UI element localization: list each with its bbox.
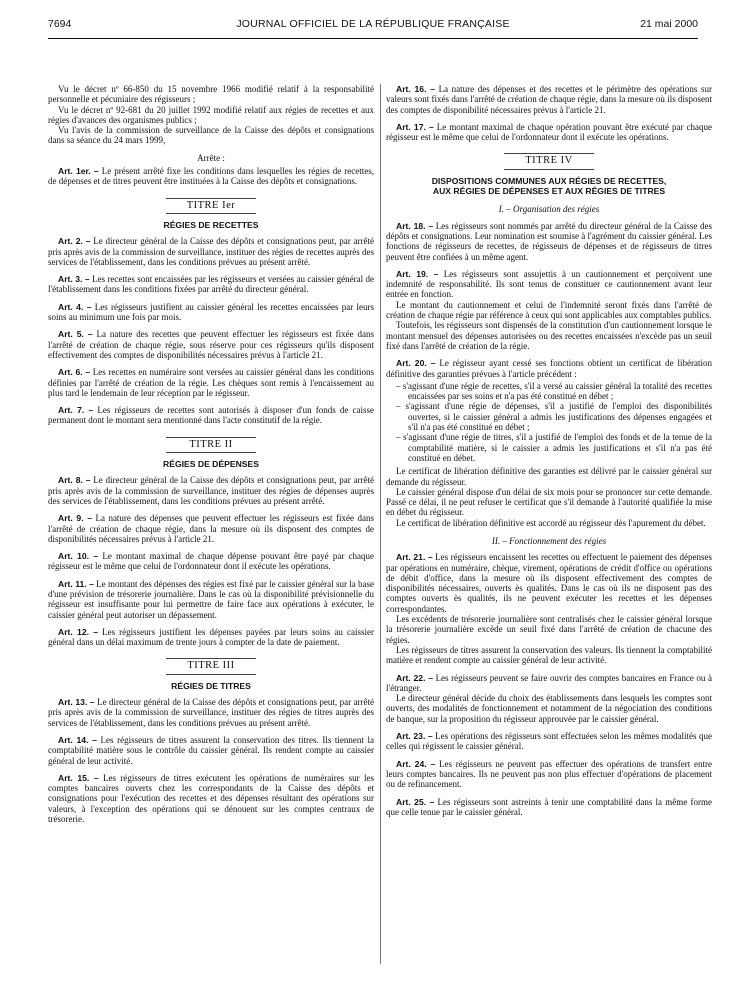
subsection-heading: I. – Organisation des régies (498, 204, 600, 215)
list-item: – s'agissant d'une régie de recettes, s'il a versé au caissier général la totalité des recettes encaissées par ses soins et n'a pas été constitué en débet ; (396, 381, 712, 402)
article-25: Art. 25. – Les régisseurs sont astreints à tenir une comptabilité dans la même forme que celle tenue par le caissier général. (386, 796, 713, 817)
column-divider (380, 84, 381, 964)
article-20: Art. 20. – Le régisseur ayant cessé ses fonctions obtient un certificat de libération définitive des garanties prévues à l'article précédent : (386, 358, 712, 379)
visa-paragraph: Vu le décret nº 92-681 du 20 juillet 1992 modifié relatif aux régies de recettes et aux régies d'avances des organismes publics ; (48, 104, 374, 125)
article-label: Art. 16. – (396, 84, 435, 94)
visa-paragraph: Vu l'avis de la commission de surveillance de la Caisse des dépôts et consignations dans sa séance du 24 mars 1999, (48, 125, 374, 146)
article-15: Art. 15. – Les régisseurs de titres exécutent les opérations de numéraires sur les comptes bancaires ouverts chez les correspondants de la Caisse des dépôts et consignations pour l'exécution des recettes et des dépenses résultant des opérations sur valeurs, à l'exception des opérations qui se dénouent sur les comptes centraux de trésorerie. (48, 772, 374, 825)
journal-title: JOURNAL OFFICIEL DE LA RÉPUBLIQUE FRANÇAISE (236, 18, 510, 30)
paragraph: Le certificat de libération définitive est accordé au régisseur dès l'apurement du débet. (396, 517, 706, 528)
page-header (48, 14, 698, 38)
paragraph: Le caissier général dispose d'un délai de six mois pour se prononcer sur cette demande. Passé ce délai, il ne peut refuser le certificat que s'il demande à l'autorité qualifiée la mise en débet du régisseur. (386, 486, 712, 518)
arrete-line: Arrête : (197, 152, 225, 163)
article-label: Art. 21. – (396, 552, 433, 563)
article-22: Art. 22. – Les régisseurs peuvent se faire ouvrir des comptes bancaires en France ou à l'étranger. (386, 672, 712, 693)
article-label: Art. 22. – (396, 672, 433, 683)
left-column (48, 84, 374, 824)
article-16: Art. 16. – La nature des dépenses et des recettes et le périmètre des opérations sur valeurs sont fixés dans l'arrêté de création de chaque régie, dans la mesure où ils disposent des comptes de disponibilité nécessaires prévus à l'article 21. (386, 84, 712, 115)
article-label: Art. 10. – (58, 551, 99, 562)
titre-2: TITRE II (166, 437, 256, 453)
article-18: Art. 18. – Les régisseurs sont nommés par arrêté du directeur général de la Caisse des dépôts et consignations. Leur nomination est soumise à l'agrément du caissier général. Les fonctions de régisseurs de recettes, de régisseurs de dépenses et de régisseurs de titres peuvent être confiées à un même agent. (386, 220, 712, 262)
article-label: Art. 14. – (58, 734, 97, 745)
visa-paragraph: Vu le décret nº 66-850 du 15 novembre 1966 modifié relatif à la responsabilité personnelle et pécuniaire des régisseurs ; (48, 84, 374, 105)
titre-4: TITRE IV (504, 153, 594, 169)
article-2: Art. 2. – Le directeur général de la Caisse des dépôts et consignations peut, par arrêté pris après avis de la commission de surveillance, instituer des régies de recettes auprès des services de l'établissement, dans les conditions prévues au présent arrêté. (48, 236, 375, 267)
page-number: 7694 (48, 18, 72, 30)
subsection-heading: II. – Fonctionnement des régies (491, 535, 607, 546)
article-label: Art. 23. – (396, 731, 433, 742)
article-12: Art. 12. – Les régisseurs justifient les dépenses payées par leurs soins au caissier général dans un délai maximum de trente jours à compter de la date de paiement. (48, 626, 374, 648)
section-heading: RÉGIES DE TITRES (171, 680, 251, 691)
titre-1: TITRE Ier (166, 198, 256, 214)
article-label: Art. 24. – (396, 758, 436, 769)
header-rule (48, 38, 698, 39)
article-label: Art. 6. – (58, 367, 91, 378)
article-label: Art. 4. – (58, 301, 92, 312)
article-6: Art. 6. – Les recettes en numéraire sont versées au caissier général dans les conditions définies par l'arrêté de création de la régie. Les chèques sont remis à l'encaissement au plus tard le lendemain de leur réception par le régisseur. (48, 367, 374, 398)
article-label: Art. 8. – (58, 475, 91, 486)
article-11: Art. 11. – Le montant des dépenses des régies est fixé par le caissier général sur la base d'une prévision de trésorerie journalière. Dans le cas où la disponibilité prévisionnelle du régisseur est insuffisante pour lui permettre de faire face aux opérations à exécuter, le caissier général peut autoriser un dépassement. (48, 578, 374, 620)
article-label: Art. 11. – (58, 578, 94, 589)
article-label: Art. 3. – (58, 274, 90, 285)
article-3: Art. 3. – Les recettes sont encaissées par les régisseurs et versées au caissier général de l'établissement dans les conditions fixées par arrêté du directeur général. (48, 274, 374, 295)
article-21: Art. 21. – Les régisseurs encaissent les recettes ou effectuent le paiement des dépenses par opérations en numéraire, chèque, virement, opérations de crédit d'office ou opérations de débit d'office, dans la mesure où ils disposent effectivement des comptes de disponibilités nécessaires, ouverts ès qualités. Dans le cas où ils ne disposent pas des comptes ouverts ès qualités, ils ne peuvent exécuter les recettes et les dépenses correspondantes. (386, 552, 712, 614)
article-1: Art. 1er. – Le présent arrêté fixe les conditions dans lesquelles les régies de recettes, de dépenses et de titres peuvent être instituées à la Caisse des dépôts et consignations. (48, 166, 374, 187)
paragraph: Toutefois, les régisseurs sont dispensés de la constitution d'un cautionnement lorsque le montant mensuel des dépenses autorisées ou des recettes encaissées n'excède pas un seuil fixé dans l'arrêté de création de la régie. (386, 320, 712, 351)
issue-date: 21 mai 2000 (640, 18, 698, 30)
article-label: Art. 25. – (396, 796, 435, 807)
article-label: Art. 1er. – (58, 166, 99, 177)
article-8: Art. 8. – Le directeur général de la Caisse des dépôts et consignations peut, par arrêté pris après avis de la commission de surveillance, instituer des régies de dépenses auprès des services de l'établissement, dans les conditions prévues au présent arrêté. (48, 475, 375, 506)
article-label: Art. 13. – (58, 697, 95, 708)
article-10: Art. 10. – Le montant maximal de chaque dépense pouvant être payé par chaque régisseur est le même que celui de l'ordonnateur dont il exécute les opérations. (48, 551, 374, 572)
article-label: Art. 7. – (58, 405, 94, 416)
section-heading: RÉGIES DE RECETTES (163, 219, 259, 230)
article-label: Art. 12. – (58, 626, 98, 637)
article-13: Art. 13. – Le directeur général de la Caisse des dépôts et consignations peut, par arrêté pris après avis de la commission de surveillance, instituer des régies de titres auprès des services de l'établissement, dans les conditions prévues au présent arrêté. (48, 697, 375, 728)
article-label: Art. 2. – (58, 236, 91, 247)
section-heading: DISPOSITIONS COMMUNES AUX RÉGIES DE RECETTES, (431, 175, 667, 186)
article-label: Art. 19. – (396, 268, 439, 279)
article-4: Art. 4. – Les régisseurs justifient au caissier général les recettes encaissées par leurs soins au minimum une fois par mois. (48, 301, 374, 323)
article-7: Art. 7. – Les régisseurs de recettes sont autorisés à disposer d'un fonds de caisse permanent dont le montant sera mentionné dans l'acte constitutif de la régie. (48, 405, 374, 426)
titre-3: TITRE III (166, 658, 256, 674)
list-item: – s'agissant d'une régie de dépenses, s'il a justifié de l'emploi des disponibilités ouvertes, si le caissier général a admis les justifications des dépenses engagées et s'il n'a pas été constitué en débet ; (396, 401, 712, 432)
article-14: Art. 14. – Les régisseurs de titres assurent la conservation des titres. Ils tiennent la comptabilité matière sous le contrôle du caissier général. Ils rendent compte au caissier général de leur activité. (48, 734, 374, 766)
paragraph: Le montant du cautionnement et celui de l'indemnité seront fixés dans l'arrêté de création de chaque régie par référence à ceux qui sont applicables aux comptables publics. (386, 299, 712, 321)
article-17: Art. 17. – Le montant maximal de chaque opération pouvant être exécuté par chaque régisseur est le même que celui de l'ordonnateur dont il exécute les opérations. (386, 121, 712, 143)
paragraph: Le directeur général décide du choix des établissements dans lesquels les comptes sont ouverts, des modalités de fonctionnement et notamment de la négociation des conditions de banque, sur la proposition du régisseur approuvée par le caissier général. (386, 693, 712, 724)
paragraph: Les régisseurs de titres assurent la conservation des valeurs. Ils tiennent la comptabilité matière et rendent compte au caissier général de leur activité. (386, 644, 712, 666)
section-heading: RÉGIES DE DÉPENSES (163, 459, 259, 470)
article-label: Art. 9. – (58, 513, 92, 524)
article-label: Art. 20. – (396, 358, 436, 369)
list-item: – s'agissant d'une régie de titres, s'il a justifié de l'emploi des fonds et de la tenue de la comptabilité matière, si le caissier a admis les justifications et s'il n'a pas été constitué en débet. (396, 432, 712, 463)
article-19: Art. 19. – Les régisseurs sont assujettis à un cautionnement et perçoivent une indemnité de responsabilité. Ils sont tenus de constituer ce cautionnement avant leur entrée en fonction. (386, 268, 712, 300)
right-column (386, 84, 712, 817)
article-24: Art. 24. – Les régisseurs ne peuvent pas effectuer des opérations de transfert entre leurs comptes bancaires. Ils ne peuvent pas non plus effectuer d'opérations de placement ou de refinancement. (386, 758, 712, 790)
article-label: Art. 5. – (58, 329, 93, 340)
article-23: Art. 23. – Les opérations des régisseurs sont effectuées selon les mêmes modalités que celles qui régissent le caissier général. (386, 731, 712, 752)
article-9: Art. 9. – La nature des dépenses que peuvent effectuer les régisseurs est fixée dans l'arrêté de création de chaque régie, dans la mesure où ils disposent des comptes de disponibilités nécessaires prévus à l'article 21. (48, 513, 374, 544)
section-heading: AUX RÉGIES DE DÉPENSES ET AUX RÉGIES DE TITRES (432, 186, 666, 197)
article-5: Art. 5. – La nature des recettes que peuvent effectuer les régisseurs est fixée dans l'arrêté de création de chaque régie, sous réserve pour ces régisseurs qu'ils disposent effectivement des comptes de disponibilités nécessaires prévus à l'article 21. (48, 329, 374, 360)
article-label: Art. 18. – (396, 220, 434, 231)
article-label: Art. 15. – (58, 772, 99, 783)
paragraph: Les excédents de trésorerie journalière sont centralisés chez le caissier général lorsque la trésorerie journalière excède un seuil fixé dans l'arrêté de création de chacune des régies. (386, 614, 712, 645)
article-label: Art. 17. – (396, 121, 434, 132)
condition-list (386, 381, 712, 463)
paragraph: Le certificat de libération définitive des garanties est délivré par le caissier général sur demande du régisseur. (386, 466, 712, 487)
